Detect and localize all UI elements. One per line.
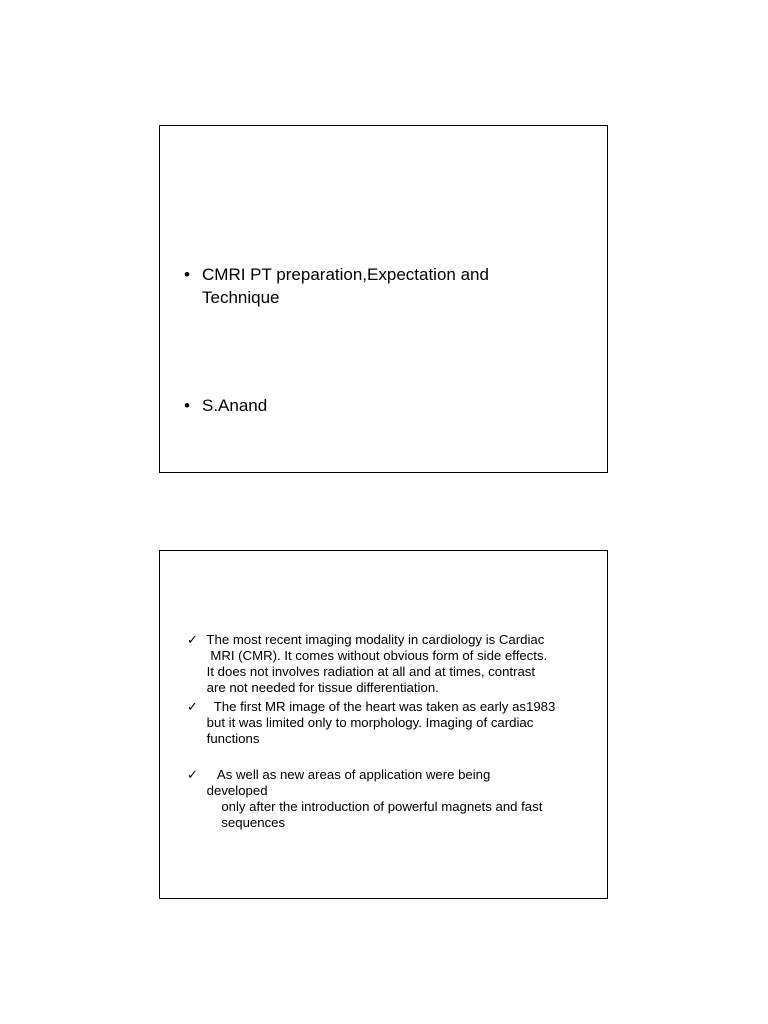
text-line: only after the introduction of powerful magnets and fast [203,799,543,814]
text-line: but it was limited only to morphology. Imaging of cardiac [203,715,534,730]
check-item-3 [187,767,591,831]
author-bullet [184,394,587,417]
text-line: developed [203,783,268,798]
text-line: sequences [203,815,286,830]
presentation-title [202,263,587,309]
text-line: MRI (CMR). It comes without obvious form of side effects. [203,648,548,663]
check-item-1 [187,632,591,696]
text-line: functions [203,731,260,746]
author-name [202,394,587,417]
text-line: As well as new areas of application were being [203,767,491,782]
slide-2 [159,550,608,899]
slide-1 [159,125,608,473]
bullet-icon: • [184,265,190,284]
text-line: It does not involves radiation at all and at times, contrast [203,664,536,679]
title-line-1: CMRI PT preparation,Expectation and [202,265,489,284]
bullet-icon: • [184,396,190,415]
text-line: The most recent imaging modality in cardiology is Cardiac [203,632,545,647]
checkmark-icon: ✓ [187,632,198,647]
check-item-text [203,632,591,696]
author-line-1: S.Anand [202,396,268,415]
title-bullet [184,263,587,309]
check-item-text [203,699,591,747]
checkmark-icon: ✓ [187,767,198,782]
checkmark-icon: ✓ [187,699,198,714]
text-line: The first MR image of the heart was taken as early as1983 [203,699,556,714]
check-item-2 [187,699,591,747]
title-line-2: Technique [202,288,280,307]
check-item-text [203,767,591,831]
text-line: are not needed for tissue differentiation. [203,680,439,695]
